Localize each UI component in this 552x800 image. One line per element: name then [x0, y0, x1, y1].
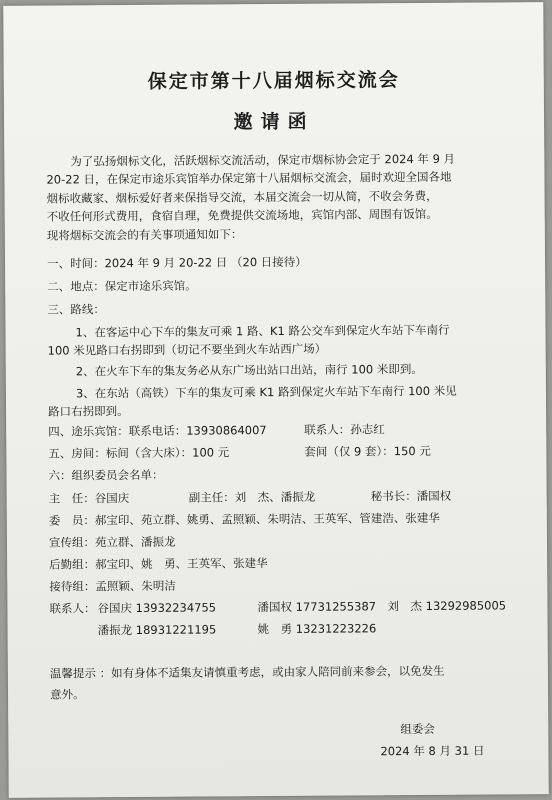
committee-members: 委 员：郝宝印、苑立群、姚勇、孟照颖、朱明洁、王英军、管建浩、张建华: [48, 510, 440, 528]
route-3-line-1: 3、在东站（高铁）下车的集友可乘 K1 路到保定火车站下车南行 100 米见: [75, 383, 457, 401]
contact-1: 谷国庆 13932234755: [97, 600, 217, 616]
invitation-letter: [3, 2, 549, 798]
item-rooms-suite: 套间（仅 9 套）：150 元: [304, 443, 431, 459]
committee-secretary: 秘书长：潘国权: [370, 488, 452, 504]
route-1-line-1: 1、在客运中心下车的集友可乘 1 路、K1 路公交车到保定火车站下车南行: [75, 322, 450, 340]
route-1-line-2: 100 米见路口右拐即到（切记不要坐到火车站西广场）: [47, 341, 327, 358]
contact-5: 姚 勇 13231223226: [257, 621, 377, 637]
item-time: 一、时间：2024 年 9 月 20-22 日 （20 日接待）: [46, 254, 307, 271]
committee-vice-chair: 副主任：刘 杰、潘振龙: [188, 489, 316, 505]
item-location: 二、地点：保定市途乐宾馆。: [47, 278, 197, 294]
item-hotel-contact: 联系人：孙志红: [304, 422, 385, 437]
intro-line-1: 为了弘扬烟标文化，活跃烟标交流活动，保定市烟标协会定于 2024 年 9 月: [70, 151, 456, 169]
item-hotel-phone: 四、途乐宾馆：联系电话：13930864007: [48, 423, 267, 439]
contact-3: 刘 杰 13292985005: [387, 598, 507, 614]
contact-2: 潘国权 17731255387: [257, 599, 377, 615]
route-2: 2、在火车下车的集友务必从东广场出站口出站，南行 100 米即到。: [75, 361, 423, 379]
document-title: 保定市第十八届烟标交流会: [147, 69, 400, 93]
item-route-heading: 三、路线：: [47, 302, 105, 317]
intro-line-3: 烟标收藏家、烟标爱好者来保指导交流，本届交流会一切从简，不收会务费，: [46, 188, 438, 206]
item-committee-heading: 六：组织委员会名单：: [48, 467, 164, 483]
intro-line-4: 不收任何形式费用，食宿自理，免费提供交流场地，宾馆内部、周围有饭馆。: [46, 206, 438, 224]
intro-line-5: 现将烟标交流会的有关事项通知如下：: [46, 227, 243, 243]
route-3-line-2: 路口右拐即到。: [48, 404, 129, 419]
contacts-label: 联系人：: [49, 601, 96, 616]
committee-publicity: 宣传组：苑立群、潘振龙: [48, 534, 176, 550]
intro-line-2: 20-22 日，在保定市途乐宾馆举办保定第十八届烟标交流会，届时欢迎全国各地: [46, 169, 452, 187]
item-rooms-standard: 五、房间：标间（含大床）：100 元: [48, 445, 230, 461]
reminder-line-1: 温馨提示 ：如有身体不适集友请慎重考虑，或由家人陪同前来参会，以免发生: [49, 663, 445, 681]
committee-logistics: 后勤组：郝宝印、姚 勇、王英军、张建华: [49, 556, 268, 572]
document-subtitle: 邀请函: [233, 110, 315, 134]
committee-reception: 接待组：孟照颖、朱明洁: [49, 578, 176, 594]
signature-date: 2024 年 8 月 31 日: [380, 743, 485, 759]
signature-org: 组委会: [400, 721, 435, 737]
reminder-line-2: 意外。: [50, 687, 85, 702]
contact-4: 潘振龙 18931221195: [97, 622, 217, 638]
committee-chair: 主 任：谷国庆: [48, 491, 130, 506]
